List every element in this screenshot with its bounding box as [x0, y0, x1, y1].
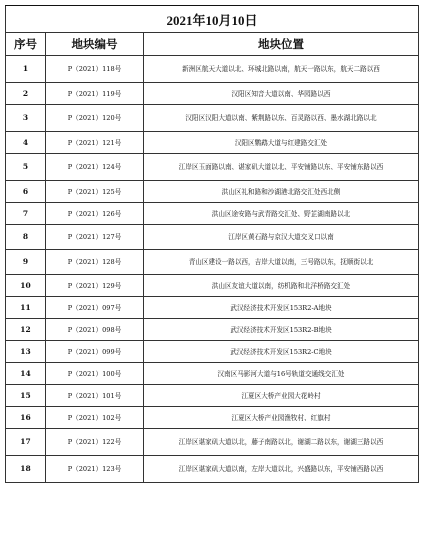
- parcel-location: 洪山区途安路与武青路交汇处、野芷湖南路以北: [144, 203, 419, 225]
- row-number: 13: [6, 341, 46, 363]
- table-row: [6, 429, 419, 456]
- parcel-location: 江夏区大桥产业园渔牧村、红旗村: [144, 407, 419, 429]
- table-row: [6, 275, 419, 297]
- parcel-location: 新洲区航天大道以北、环城北路以南，航天一路以东，航天二路以西: [144, 56, 419, 83]
- table-row: [6, 132, 419, 154]
- table-row: [6, 56, 419, 83]
- table-row: [6, 456, 419, 483]
- parcel-location: 江岸区谌家矶大道以南，左岸大道以北，兴盛路以东，平安铺西路以西: [144, 456, 419, 483]
- table-row: [6, 341, 419, 363]
- row-number: 3: [6, 105, 46, 132]
- table-row: [6, 363, 419, 385]
- title-row: [6, 6, 419, 33]
- land-parcel-table-container: [5, 5, 419, 483]
- parcel-location: 洪山区礼和路和沙湖港北路交汇处西北侧: [144, 181, 419, 203]
- parcel-code: P（2021）102号: [46, 407, 144, 429]
- land-parcel-table: [5, 5, 419, 483]
- table-row: [6, 319, 419, 341]
- row-number: 10: [6, 275, 46, 297]
- parcel-code: P（2021）119号: [46, 83, 144, 105]
- parcel-location: 武汉经济技术开发区153R2-B地块: [144, 319, 419, 341]
- parcel-code: P（2021）098号: [46, 319, 144, 341]
- parcel-location: 汉阳区汉阳大道以南、紫荆路以东、百灵路以西、墨水湖北路以北: [144, 105, 419, 132]
- row-number: 12: [6, 319, 46, 341]
- parcel-code: P（2021）121号: [46, 132, 144, 154]
- row-number: 7: [6, 203, 46, 225]
- row-number: 11: [6, 297, 46, 319]
- parcel-location: 洪山区友谊大道以南，纺机路和北洋桥路交汇处: [144, 275, 419, 297]
- row-number: 9: [6, 250, 46, 275]
- parcel-code: P（2021）126号: [46, 203, 144, 225]
- row-number: 18: [6, 456, 46, 483]
- parcel-code: P（2021）120号: [46, 105, 144, 132]
- header-row: [6, 33, 419, 56]
- parcel-location: 汉阳区鹦鹉大道与红建路交汇处: [144, 132, 419, 154]
- parcel-code: P（2021）125号: [46, 181, 144, 203]
- row-number: 17: [6, 429, 46, 456]
- header-location: 地块位置: [144, 33, 419, 56]
- parcel-code: P（2021）124号: [46, 154, 144, 181]
- row-number: 5: [6, 154, 46, 181]
- parcel-code: P（2021）099号: [46, 341, 144, 363]
- table-row: [6, 105, 419, 132]
- parcel-location: 汉阳区知音大道以南、华园路以西: [144, 83, 419, 105]
- table-row: [6, 83, 419, 105]
- parcel-code: P（2021）101号: [46, 385, 144, 407]
- parcel-code: P（2021）118号: [46, 56, 144, 83]
- row-number: 8: [6, 225, 46, 250]
- parcel-location: 汉南区马影河大道与16号轨道交通线交汇处: [144, 363, 419, 385]
- row-number: 16: [6, 407, 46, 429]
- parcel-location: 武汉经济技术开发区153R2-C地块: [144, 341, 419, 363]
- table-title: 2021年10月10日: [6, 6, 419, 33]
- table-row: [6, 250, 419, 275]
- parcel-location: 江岸区谌家矶大道以北，藤子南路以北，谢湖二路以东，谢湖三路以西: [144, 429, 419, 456]
- parcel-code: P（2021）129号: [46, 275, 144, 297]
- row-number: 2: [6, 83, 46, 105]
- table-row: [6, 225, 419, 250]
- parcel-location: 武汉经济技术开发区153R2-A地块: [144, 297, 419, 319]
- parcel-code: P（2021）127号: [46, 225, 144, 250]
- parcel-location: 江岸区玉面路以南、谌家矶大道以北、平安铺路以东、平安铺东路以西: [144, 154, 419, 181]
- header-no: 序号: [6, 33, 46, 56]
- row-number: 4: [6, 132, 46, 154]
- table-row: [6, 181, 419, 203]
- row-number: 15: [6, 385, 46, 407]
- parcel-location: 江岸区黄石路与京汉大道交叉口以南: [144, 225, 419, 250]
- row-number: 1: [6, 56, 46, 83]
- table-row: [6, 203, 419, 225]
- header-code: 地块编号: [46, 33, 144, 56]
- table-row: [6, 154, 419, 181]
- table-row: [6, 407, 419, 429]
- parcel-code: P（2021）128号: [46, 250, 144, 275]
- row-number: 14: [6, 363, 46, 385]
- table-row: [6, 297, 419, 319]
- parcel-location: 江夏区大桥产业园大花岭村: [144, 385, 419, 407]
- parcel-location: 青山区建设一路以西，吉岸大道以南，三号路以东，抚顺街以北: [144, 250, 419, 275]
- parcel-code: P（2021）123号: [46, 456, 144, 483]
- table-row: [6, 385, 419, 407]
- parcel-code: P（2021）100号: [46, 363, 144, 385]
- parcel-code: P（2021）097号: [46, 297, 144, 319]
- parcel-code: P（2021）122号: [46, 429, 144, 456]
- row-number: 6: [6, 181, 46, 203]
